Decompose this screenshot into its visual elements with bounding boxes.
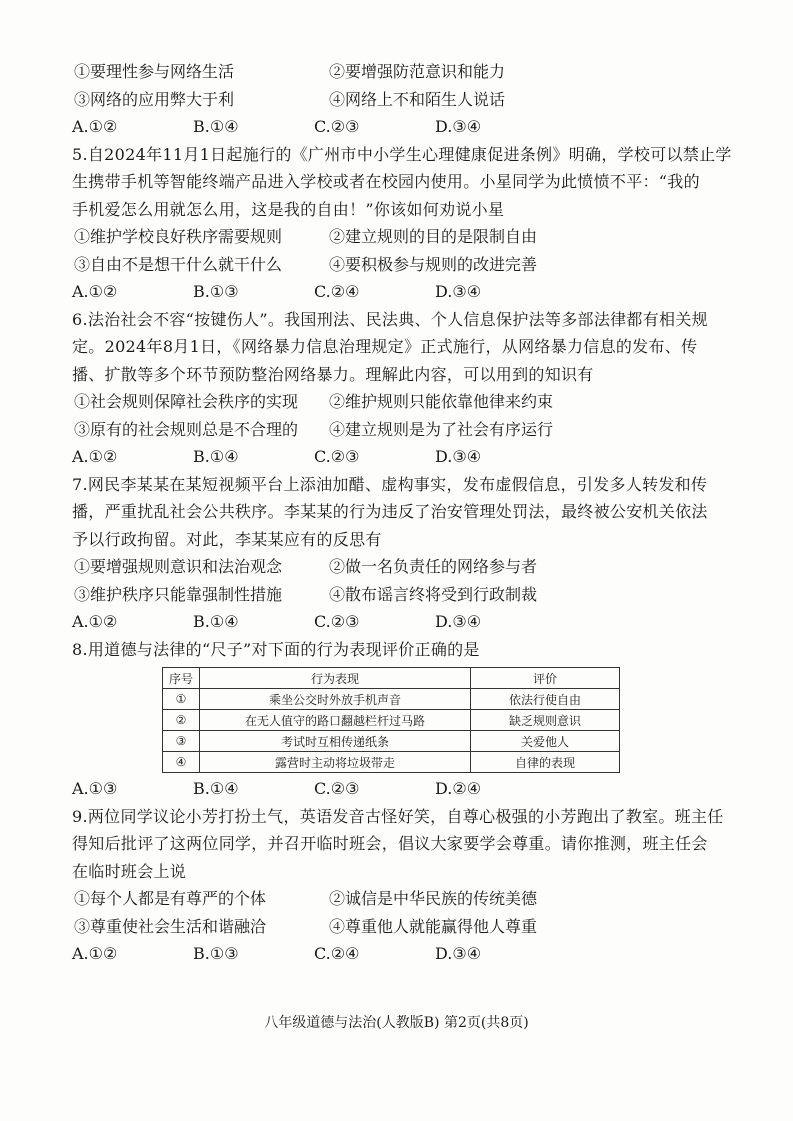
q7-statements-row1 <box>72 553 732 581</box>
q4-statements-row2 <box>72 86 732 114</box>
q6-stem-line: 6.法治社会不容“按键伤人”。我国刑法、民法典、个人信息保护法等多部法律都有相关规 <box>72 309 708 329</box>
table-row <box>163 731 620 752</box>
q7-statement-4: ④散布谣言终将受到行政制裁 <box>329 584 538 604</box>
table-row <box>163 752 620 773</box>
q5-options <box>72 278 732 306</box>
table-cell-evaluation: 依法行使自由 <box>471 689 620 710</box>
table-header-evaluation: 评价 <box>471 668 620 689</box>
q9-option-b[interactable]: B.①③ <box>193 944 239 963</box>
q6-statement-1: ①社会规则保障社会秩序的实现 <box>74 392 299 411</box>
q5-stem-line: 手机爱怎么用就怎么用，这是我的自由！”你该如何劝说小星 <box>72 199 505 219</box>
table-cell-behavior: 在无人值守的路口翻越栏杆过马路 <box>200 710 471 731</box>
q7-statement-1: ①要增强规则意识和法治观念 <box>74 557 283 576</box>
q4-option-a[interactable]: A.①② <box>72 117 118 136</box>
q9-statements-row1 <box>72 885 732 913</box>
table-header-behavior: 行为表现 <box>200 668 471 689</box>
q6-option-c[interactable]: C.②③ <box>314 447 360 466</box>
q7-options <box>72 608 732 636</box>
q5-statements-row1 <box>72 223 732 251</box>
q8-option-c[interactable]: C.②③ <box>314 779 360 798</box>
q6-options <box>72 443 732 471</box>
q5-option-d[interactable]: D.③④ <box>435 282 482 301</box>
q7-statements-row2 <box>72 581 732 609</box>
q5-stem <box>72 141 732 224</box>
q5-option-b[interactable]: B.①③ <box>193 282 239 301</box>
q9-option-a[interactable]: A.①② <box>72 944 118 963</box>
q9-statement-1: ①每个人都是有尊严的个体 <box>74 889 267 908</box>
q9-statement-2: ②诚信是中华民族的传统美德 <box>329 889 538 908</box>
q8-options <box>72 775 732 803</box>
q5-option-a[interactable]: A.①② <box>72 282 118 301</box>
q9-option-c[interactable]: C.②④ <box>314 944 360 963</box>
table-cell-evaluation: 缺乏规则意识 <box>471 710 620 731</box>
q4-option-d[interactable]: D.③④ <box>435 117 482 136</box>
table-cell-number: ② <box>163 710 200 731</box>
q5-stem-line: 5.自2024年11月1日起施行的《广州市中小学生心理健康促进条例》明确，学校可以禁止学 <box>72 144 732 164</box>
table-cell-evaluation: 关爱他人 <box>471 731 620 752</box>
table-cell-behavior: 露营时主动将垃圾带走 <box>200 752 471 773</box>
q8-option-a[interactable]: A.①③ <box>72 779 118 798</box>
q6-option-d[interactable]: D.③④ <box>435 447 482 466</box>
q6-option-a[interactable]: A.①② <box>72 447 118 466</box>
q6-statements-row2 <box>72 416 732 444</box>
q9-options <box>72 940 732 968</box>
q7-stem-line: 播，严重扰乱社会公共秩序。李某某的行为违反了治安管理处罚法，最终被公安机关依法 <box>72 502 708 521</box>
q7-option-a[interactable]: A.①② <box>72 612 118 631</box>
q7-statement-3: ③维护秩序只能靠强制性措施 <box>74 584 283 604</box>
q4-option-c[interactable]: C.②③ <box>314 117 360 136</box>
q5-statement-2: ②建立规则的目的是限制自由 <box>329 227 538 246</box>
q5-statement-3: ③自由不是想干什么就干什么 <box>74 254 283 274</box>
q8-option-d[interactable]: D.②④ <box>435 779 482 798</box>
q9-stem-line: 得知后批评了这两位同学，并召开临时班会，倡议大家要学会尊重。请你推测，班主任会 <box>72 834 708 853</box>
q5-stem-line: 生携带手机等智能终端产品进入学校或者在校园内使用。小星同学为此愤愤不平：“我的 <box>72 172 700 191</box>
q7-option-c[interactable]: C.②③ <box>314 612 360 631</box>
table-row <box>163 689 620 710</box>
table-cell-number: ① <box>163 689 200 710</box>
table-cell-number: ③ <box>163 731 200 752</box>
table-cell-behavior: 乘坐公交时外放手机声音 <box>200 689 471 710</box>
q4-options <box>72 113 732 141</box>
q4-statement-2: ②要增强防范意识和能力 <box>329 62 506 81</box>
q5-statement-1: ①维护学校良好秩序需要规则 <box>74 227 283 246</box>
table-cell-number: ④ <box>163 752 200 773</box>
q4-option-b[interactable]: B.①④ <box>193 117 239 136</box>
q9-statement-3: ③尊重使社会生活和谐融洽 <box>74 916 267 936</box>
q6-option-b[interactable]: B.①④ <box>193 447 239 466</box>
q9-stem-line: 9.两位同学议论小芳打扮土气，英语发音古怪好笑，自尊心极强的小芳跑出了教室。班主任 <box>72 806 724 826</box>
q9-stem <box>72 803 732 886</box>
q9-option-d[interactable]: D.③④ <box>435 944 482 963</box>
table-cell-behavior: 考试时互相传递纸条 <box>200 731 471 752</box>
table-row <box>163 710 620 731</box>
question-content <box>72 58 732 968</box>
q4-statements-row1 <box>72 58 732 86</box>
q6-statements-row1 <box>72 388 732 416</box>
q8-behavior-table <box>162 667 620 773</box>
q7-option-d[interactable]: D.③④ <box>435 612 482 631</box>
q5-option-c[interactable]: C.②④ <box>314 282 360 301</box>
q5-statements-row2 <box>72 251 732 279</box>
q4-statement-4: ④网络上不和陌生人说话 <box>329 89 506 109</box>
q6-stem <box>72 306 732 389</box>
table-header-row <box>163 668 620 689</box>
table-header-number: 序号 <box>163 668 200 689</box>
q7-stem-line: 予以行政拘留。对此，李某某应有的反思有 <box>72 529 382 549</box>
q5-statement-4: ④要积极参与规则的改进完善 <box>329 254 538 274</box>
q6-stem-line: 定。2024年8月1日，《网络暴力信息治理规定》正式施行，从网络暴力信息的发布、传 <box>72 337 698 356</box>
q7-stem-line: 7.网民李某某在某短视频平台上添油加醋、虚构事实，发布虚假信息，引发多人转发和传 <box>72 474 708 494</box>
q9-statement-4: ④尊重他人就能赢得他人尊重 <box>329 916 538 936</box>
q7-option-b[interactable]: B.①④ <box>193 612 239 631</box>
q4-statement-3: ③网络的应用弊大于利 <box>74 89 235 109</box>
q8-stem <box>72 636 732 664</box>
q6-stem-line: 播、扩散等多个环节预防整治网络暴力。理解此内容，可以用到的知识有 <box>72 364 594 384</box>
table-cell-evaluation: 自律的表现 <box>471 752 620 773</box>
q8-stem-line: 8.用道德与法律的“尺子”对下面的行为表现评价正确的是 <box>72 639 480 659</box>
q8-option-b[interactable]: B.①④ <box>193 779 239 798</box>
q6-statement-3: ③原有的社会规则总是不合理的 <box>74 419 299 439</box>
q7-statement-2: ②做一名负责任的网络参与者 <box>329 557 538 576</box>
q6-statement-4: ④建立规则是为了社会有序运行 <box>329 419 554 439</box>
q7-stem <box>72 471 732 554</box>
q9-statements-row2 <box>72 913 732 941</box>
q6-statement-2: ②维护规则只能依靠他律来约束 <box>329 392 554 411</box>
q4-statement-1: ①要理性参与网络生活 <box>74 62 235 81</box>
page-footer: 八年级道德与法治(人教版B) 第2页(共8页) <box>264 1015 529 1031</box>
q9-stem-line: 在临时班会上说 <box>72 861 187 881</box>
